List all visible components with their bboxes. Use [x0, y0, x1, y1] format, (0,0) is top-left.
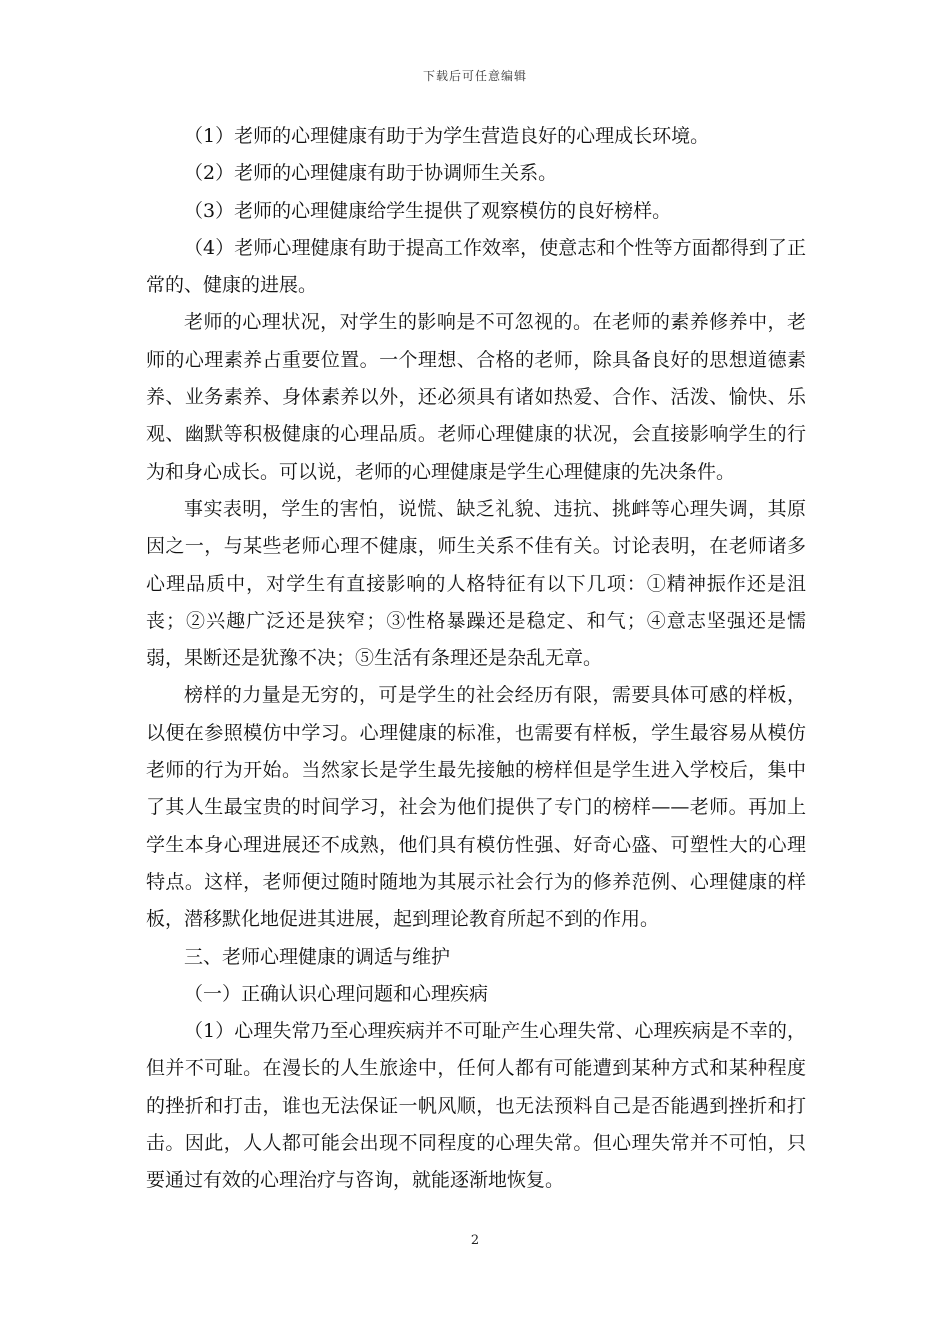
list-item-2: （2）老师的心理健康有助于协调师生关系。 — [184, 162, 558, 185]
paragraph-mental-illness: （1）心理失常乃至心理疾病并不可耻产生心理失常、心理疾病是不幸的，但并不可耻。在漫长的人生旅途中，任何人都有可能遭到某种方式和某种程度的挫折和打击，谁也无法保证一帆风顺，也无法预料自己是否能遇到挫折和打击。因此，人人都可能会出现不同程度的心理失常。但心理失常并不可怕，只要通过有效的心理治疗与咨询，就能逐渐地恢复。 — [146, 1020, 806, 1192]
paragraph-teacher-psychology: 老师的心理状况，对学生的影响是不可忽视的。在老师的素养修养中，老师的心理素养占重要位置。一个理想、合格的老师，除具备良好的思想道德素养、业务素养、身体素养以外，还必须具有诸如热爱、合作、活泼、愉快、乐观、幽默等积极健康的心理品质。老师心理健康的状况，会直接影响学生的行为和身心成长。可以说，老师的心理健康是学生心理健康的先决条件。 — [146, 311, 806, 483]
document-body — [146, 118, 806, 1200]
paragraph-facts: 事实表明，学生的害怕，说慌、缺乏礼貌、违抗、挑衅等心理失调，其原因之一，与某些老师心理不健康，师生关系不佳有关。讨论表明，在老师诸多心理品质中，对学生有直接影响的人格特征有以下几项：①精神振作还是沮丧；②兴趣广泛还是狭窄；③性格暴躁还是稳定、和气；④意志坚强还是懦弱，果断还是犹豫不决；⑤生活有条理还是杂乱无章。 — [146, 497, 806, 670]
list-item-3: （3）老师的心理健康给学生提供了观察模仿的良好榜样。 — [184, 199, 672, 222]
page-header: 下载后可任意编辑 — [422, 69, 527, 83]
page-number: 2 — [470, 1233, 480, 1248]
section-heading-3: 三、老师心理健康的调适与维护 — [184, 945, 451, 968]
subsection-heading-1: （一）正确认识心理问题和心理疾病 — [184, 982, 489, 1005]
list-item-4: （4）老师心理健康有助于提高工作效率，使意志和个性等方面都得到了正常的、健康的进展。 — [146, 236, 806, 297]
list-item-1: （1）老师的心理健康有助于为学生营造良好的心理成长环境。 — [184, 125, 710, 147]
paragraph-role-model: 榜样的力量是无穷的，可是学生的社会经历有限，需要具体可感的样板，以便在参照模仿中学习。心理健康的标准，也需要有样板，学生最容易从模仿老师的行为开始。当然家长是学生最先接触的榜样但是学生进入学校后，集中了其人生最宝贵的时间学习，社会为他们提供了专门的榜样——老师。再加上学生本身心理进展还不成熟，他们具有模仿性强、好奇心盛、可塑性大的心理特点。这样，老师便过随时随地为其展示社会行为的修养范例、心理健康的样板，潜移默化地促进其进展，起到理论教育所起不到的作用。 — [146, 684, 806, 931]
